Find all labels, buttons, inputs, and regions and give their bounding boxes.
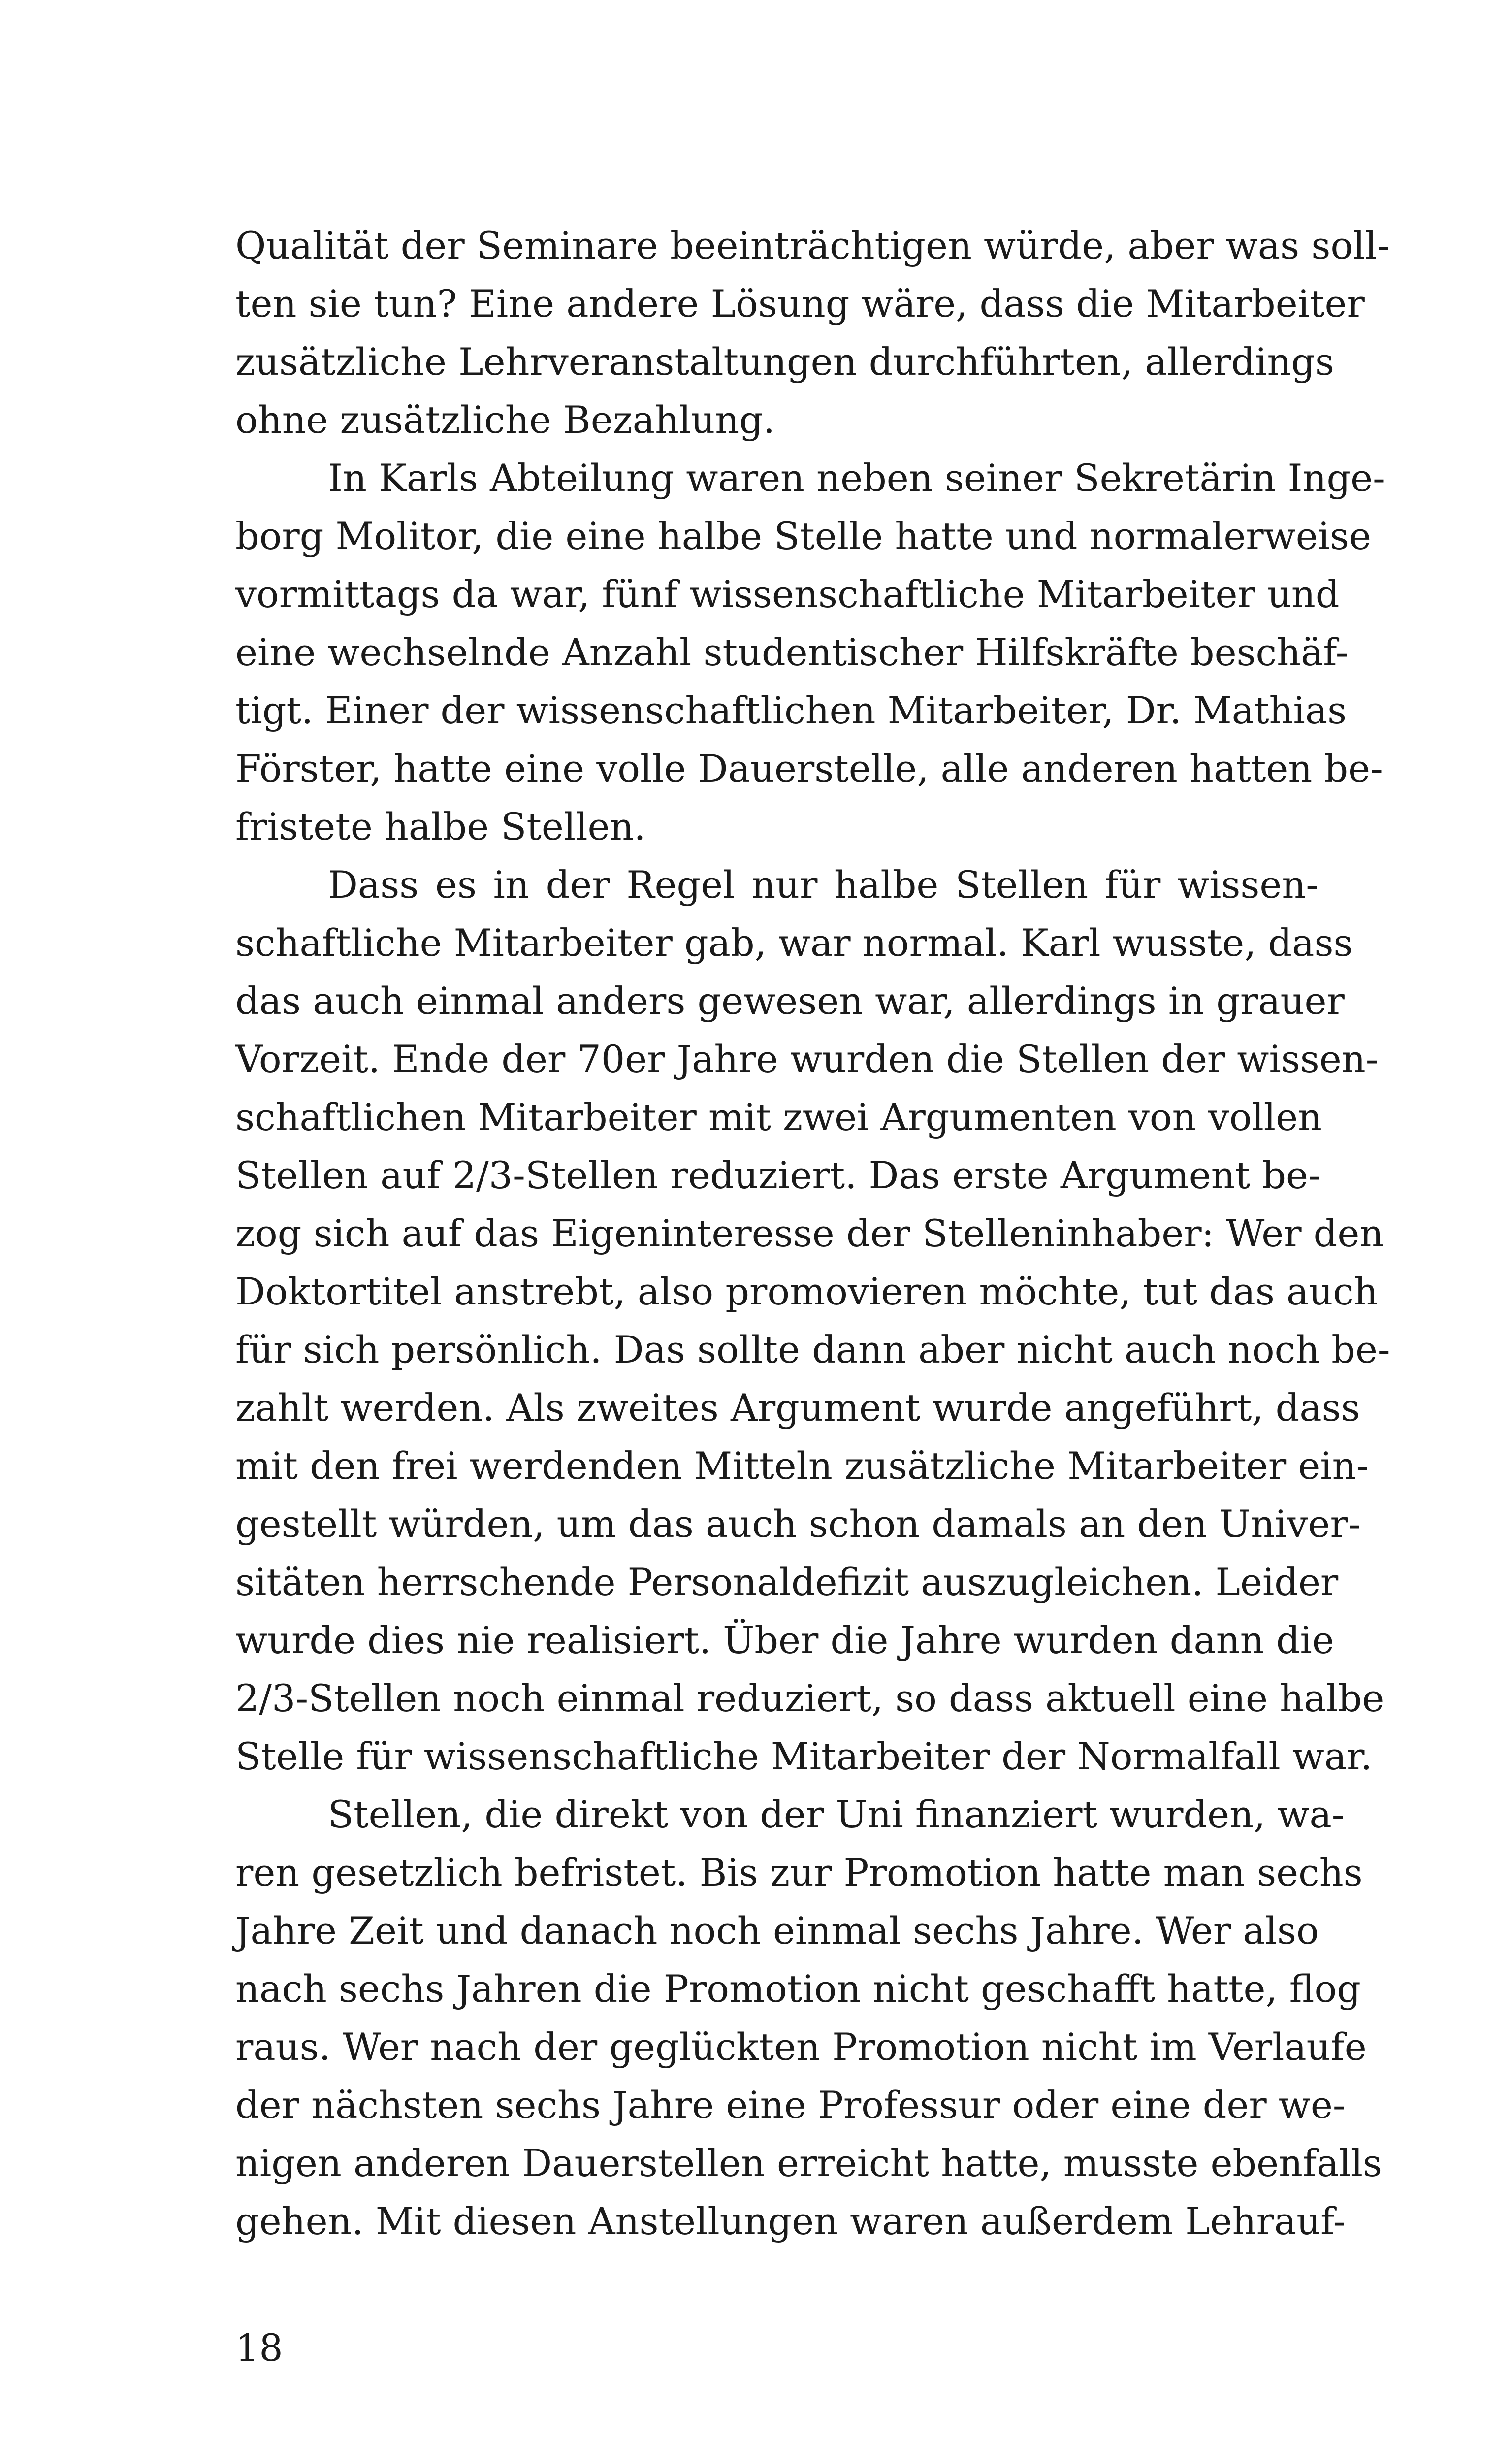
text-line: Stellen auf 2/3-Stellen reduziert. Das erste Argument be- — [235, 1153, 1321, 1197]
text-line: nigen anderen Dauerstellen erreicht hatte, musste ebenfalls — [235, 2141, 1383, 2185]
text-line: das auch einmal anders gewesen war, allerdings in grauer — [235, 979, 1345, 1023]
body-text — [235, 217, 1390, 2250]
text-line: 2/3-Stellen noch einmal reduziert, so dass aktuell eine halbe — [235, 1676, 1384, 1720]
text-line: Stelle für wissenschaftliche Mitarbeiter der Normalfall war. — [235, 1734, 1373, 1778]
text-line: Jahre Zeit und danach noch einmal sechs Jahre. Wer also — [235, 1909, 1319, 1953]
text-line: zahlt werden. Als zweites Argument wurde angeführt, dass — [235, 1386, 1360, 1430]
text-line: wurde dies nie realisiert. Über die Jahre wurden dann die — [235, 1618, 1334, 1662]
text-line: ren gesetzlich befristet. Bis zur Promotion hatte man sechs — [235, 1851, 1363, 1894]
text-line: eine wechselnde Anzahl studentischer Hilfskräfte beschäf- — [235, 630, 1349, 674]
page-number: 18 — [235, 2326, 283, 2370]
text-line: Doktortitel anstrebt, also promovieren möchte, tut das auch — [235, 1270, 1378, 1313]
text-line: Vorzeit. Ende der 70er Jahre wurden die Stellen der wissen- — [235, 1037, 1379, 1081]
text-line: fristete halbe Stellen. — [235, 805, 646, 848]
text-line: zusätzliche Lehrveranstaltungen durchführten, allerdings — [235, 340, 1335, 384]
text-line: der nächsten sechs Jahre eine Professur oder eine der we- — [235, 2083, 1346, 2127]
text-line: vormittags da war, fünf wissenschaftliche Mitarbeiter und — [235, 572, 1340, 616]
text-line: ohne zusätzliche Bezahlung. — [235, 398, 775, 442]
text-line: gehen. Mit diesen Anstellungen waren außerdem Lehrauf- — [235, 2199, 1346, 2243]
text-line: nach sechs Jahren die Promotion nicht geschafft hatte, flog — [235, 1967, 1361, 2011]
text-line: raus. Wer nach der geglückten Promotion nicht im Verlaufe — [235, 2025, 1367, 2069]
text-line: borg Molitor, die eine halbe Stelle hatte und normalerweise — [235, 514, 1371, 558]
text-line: tigt. Einer der wissenschaftlichen Mitarbeiter, Dr. Mathias — [235, 688, 1347, 732]
text-line: sitäten herrschende Personaldefizit auszugleichen. Leider — [235, 1560, 1339, 1604]
text-line: schaftlichen Mitarbeiter mit zwei Argumenten von vollen — [235, 1095, 1322, 1139]
text-line: Qualität der Seminare beeinträchtigen würde, aber was soll- — [235, 224, 1390, 267]
text-line: ten sie tun? Eine andere Lösung wäre, dass die Mitarbeiter — [235, 282, 1365, 326]
text-line: gestellt würden, um das auch schon damals an den Univer- — [235, 1502, 1361, 1546]
text-line: mit den frei werdenden Mitteln zusätzliche Mitarbeiter ein- — [235, 1444, 1369, 1488]
text-line: In Karls Abteilung waren neben seiner Sekretärin Inge- — [328, 456, 1385, 500]
text-line: Förster, hatte eine volle Dauerstelle, alle anderen hatten be- — [235, 747, 1383, 790]
text-line: Stellen, die direkt von der Uni finanziert wurden, wa- — [328, 1792, 1345, 1836]
text-line: für sich persönlich. Das sollte dann aber nicht auch noch be- — [235, 1328, 1390, 1371]
text-line: schaftliche Mitarbeiter gab, war normal. Karl wusste, dass — [235, 921, 1353, 965]
text-line: zog sich auf das Eigeninteresse der Stelleninhaber: Wer den — [235, 1211, 1384, 1255]
text-line: Dass es in der Regel nur halbe Stellen für wissen- — [328, 863, 1319, 907]
